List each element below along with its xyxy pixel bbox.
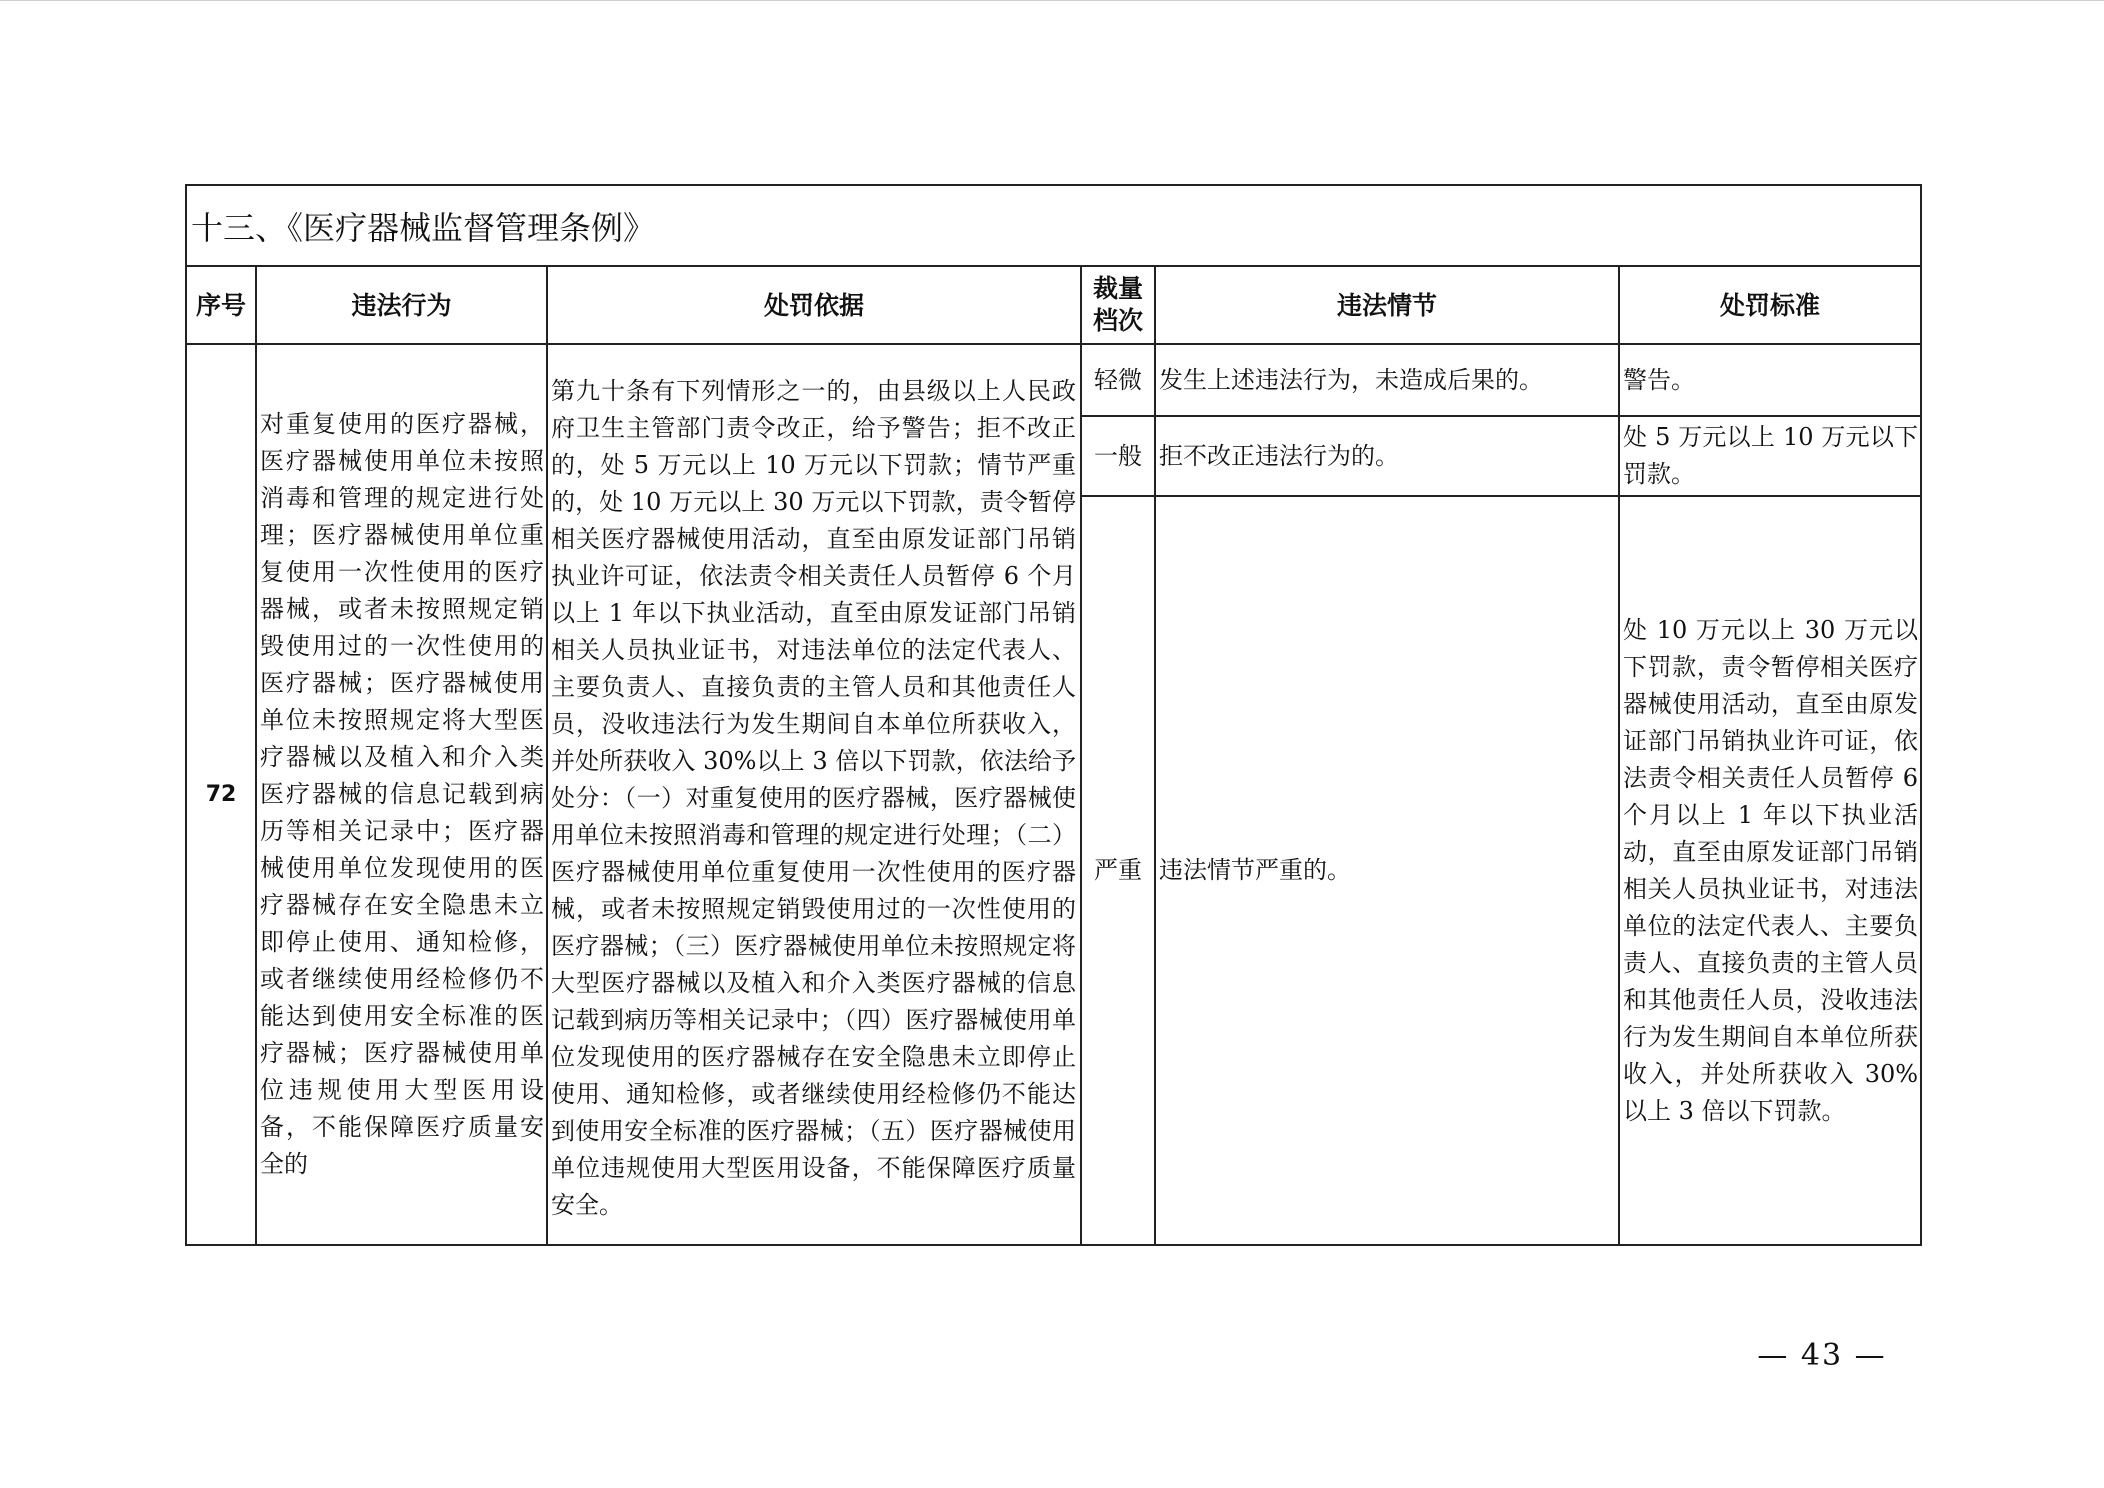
table-row [186, 344, 1921, 416]
level-minor: 轻微 [1081, 344, 1155, 416]
header-standard: 处罚标准 [1619, 266, 1921, 344]
level-general: 一般 [1081, 416, 1155, 496]
title-row [186, 185, 1921, 266]
section-title: 十三、《医疗器械监督管理条例》 [186, 185, 1921, 266]
header-level-line1: 裁量 [1092, 274, 1143, 303]
header-circumstance: 违法情节 [1155, 266, 1619, 344]
circumstance-general: 拒不改正违法行为的。 [1155, 416, 1619, 496]
standard-serious: 处 10 万元以上 30 万元以下罚款，责令暂停相关医疗器械使用活动，直至由原发证部门吊销执业许可证，依法责令相关责任人员暂停 6 个月以上 1 年以下执业活动，直至由原发证部门吊销相关人员执业证书，对违法单位的法定代表人、主要负责人、直接负责的主管人员和其他责任人员，没收违法行为发生期间自本单位所获收入，并处所获收入 30%以上 3 倍以下罚款。 [1619, 496, 1921, 1245]
header-seq: 序号 [186, 266, 256, 344]
header-level [1081, 266, 1155, 344]
header-level-line2: 档次 [1092, 306, 1143, 335]
level-serious: 严重 [1081, 496, 1155, 1245]
row-basis: 第九十条有下列情形之一的，由县级以上人民政府卫生主管部门责令改正，给予警告；拒不改正的，处 5 万元以上 10 万元以下罚款；情节严重的，处 10 万元以上 30 万元以下罚款，责令暂停相关医疗器械使用活动，直至由原发证部门吊销执业许可证，依法责令相关责任人员暂停 6 个月以上 1 年以下执业活动，直至由原发证部门吊销相关人员执业证书，对违法单位的法定代表人、主要负责人、直接负责的主管人员和其他责任人员，没收违法行为发生期间自本单位所获收入，并处所获收入 30%以上 3 倍以下罚款，依法给予处分：（一）对重复使用的医疗器械，医疗器械使用单位未按照消毒和管理的规定进行处理；（二）医疗器械使用单位重复使用一次性使用的医疗器械，或者未按照规定销毁使用过的一次性使用的医疗器械；（三）医疗器械使用单位未按照规定将大型医疗器械以及植入和介入类医疗器械的信息记载到病历等相关记录中；（四）医疗器械使用单位发现使用的医疗器械存在安全隐患未立即停止使用、通知检修，或者继续使用经检修仍不能达到使用安全标准的医疗器械；（五）医疗器械使用单位违规使用大型医用设备，不能保障医疗质量安全。 [547, 344, 1081, 1245]
standard-minor: 警告。 [1619, 344, 1921, 416]
header-row [186, 266, 1921, 344]
header-basis: 处罚依据 [547, 266, 1081, 344]
standard-general: 处 5 万元以上 10 万元以下罚款。 [1619, 416, 1921, 496]
header-violation: 违法行为 [256, 266, 547, 344]
circumstance-minor: 发生上述违法行为，未造成后果的。 [1155, 344, 1619, 416]
page-number: — 43 — [1757, 1338, 1887, 1373]
circumstance-serious: 违法情节严重的。 [1155, 496, 1619, 1245]
row-seq: 72 [186, 344, 256, 1245]
penalty-table [185, 184, 1922, 1246]
row-violation: 对重复使用的医疗器械，医疗器械使用单位未按照消毒和管理的规定进行处理；医疗器械使用单位重复使用一次性使用的医疗器械，或者未按照规定销毁使用过的一次性使用的医疗器械；医疗器械使用单位未按照规定将大型医疗器械以及植入和介入类医疗器械的信息记载到病历等相关记录中；医疗器械使用单位发现使用的医疗器械存在安全隐患未立即停止使用、通知检修，或者继续使用经检修仍不能达到使用安全标准的医疗器械；医疗器械使用单位违规使用大型医用设备，不能保障医疗质量安全的 [256, 344, 547, 1245]
